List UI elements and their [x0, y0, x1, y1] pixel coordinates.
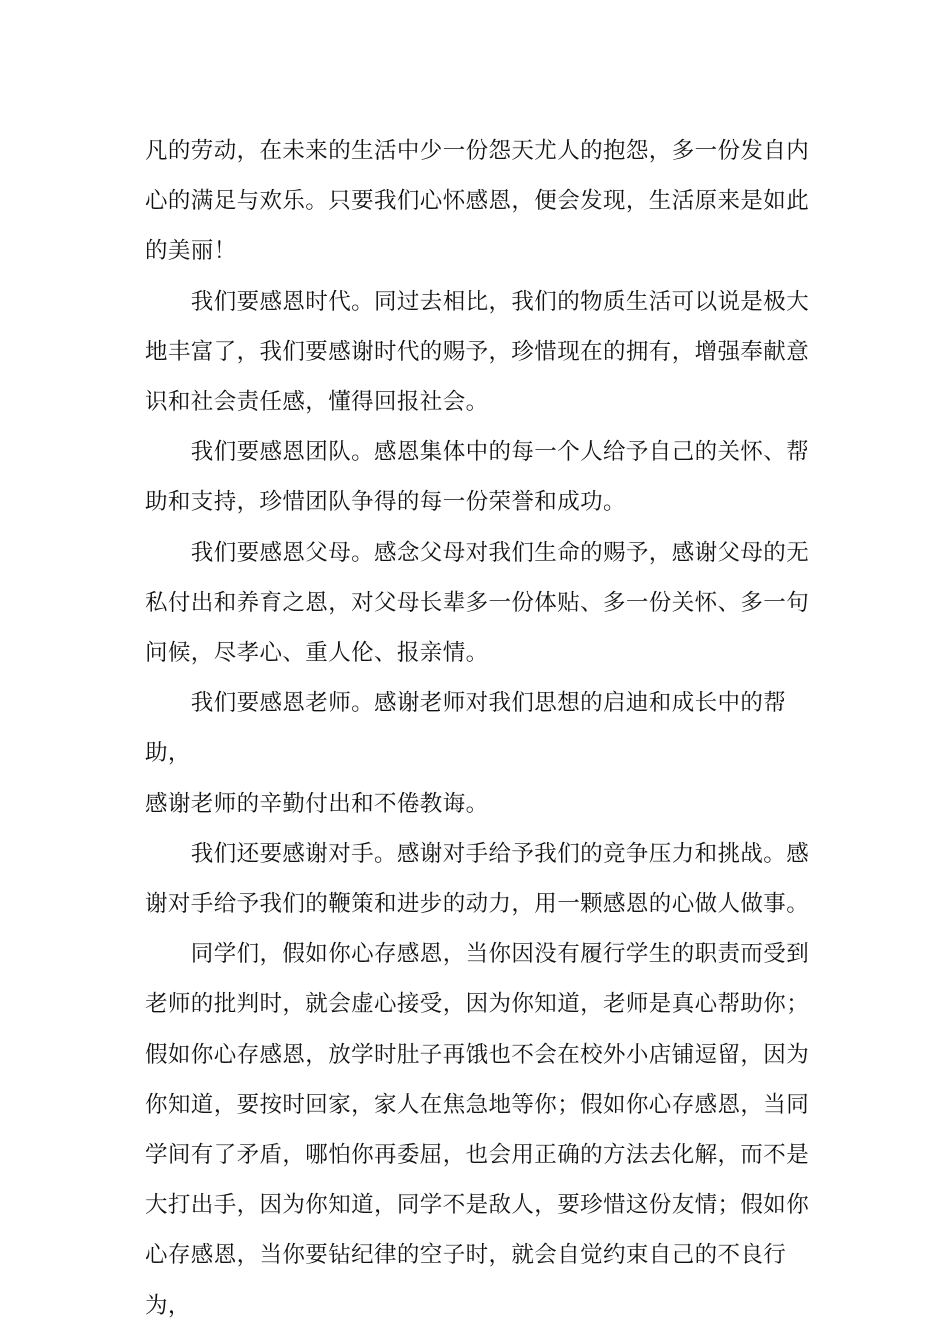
paragraph-1: 凡的劳动，在未来的生活中少一份怨天尤人的抱怨，多一份发自内 心的满足与欢乐。只要我们心怀感恩，便会发现，生活原来是如此 的美丽！ — [145, 138, 810, 265]
paragraph-3: 我们要感恩团队。感恩集体中的每一个人给予自己的关怀、帮 助和支持，珍惜团队争得的每一份荣誉和成功。 — [145, 439, 810, 516]
paragraph-2: 我们要感恩时代。同过去相比，我们的物质生活可以说是极大 地丰富了，我们要感谢时代的赐予，珍惜现在的拥有，增强奉献意 识和社会责任感，懂得回报社会。 — [145, 288, 810, 416]
document-body — [145, 126, 825, 1331]
paragraph-7: 同学们，假如你心存感恩，当你因没有履行学生的职责而受到 老师的批判时，就会虚心接受，因为你知道，老师是真心帮助你； 假如你心存感恩，放学时肚子再饿也不会在校外小店铺逗留，因为 你知道，要按时回家，家人在焦急地等你；假如你心存感恩，当同 学间有了矛盾，哪怕你再委屈，也会用正确的方法去化解，而不是 大打出手，因为你知道，同学不是敌人，要珍惜这份友情；假如你 心存感恩，当你要钻纪律的空子时，就会自觉约束自己的不良行为， — [145, 941, 810, 1319]
paragraph-6: 我们还要感谢对手。感谢对手给予我们的竞争压力和挑战。感 谢对手给予我们的鞭策和进步的动力，用一颗感恩的心做人做事。 — [145, 840, 810, 918]
paragraph-5: 我们要感恩老师。感谢老师对我们思想的启迪和成长中的帮助， 感谢老师的辛勤付出和不倦教诲。 — [145, 690, 787, 817]
paragraph-4: 我们要感恩父母。感念父母对我们生命的赐予，感谢父母的无 私付出和养育之恩，对父母长辈多一份体贴、多一份关怀、多一句 问候，尽孝心、重人伦、报亲情。 — [145, 539, 810, 667]
